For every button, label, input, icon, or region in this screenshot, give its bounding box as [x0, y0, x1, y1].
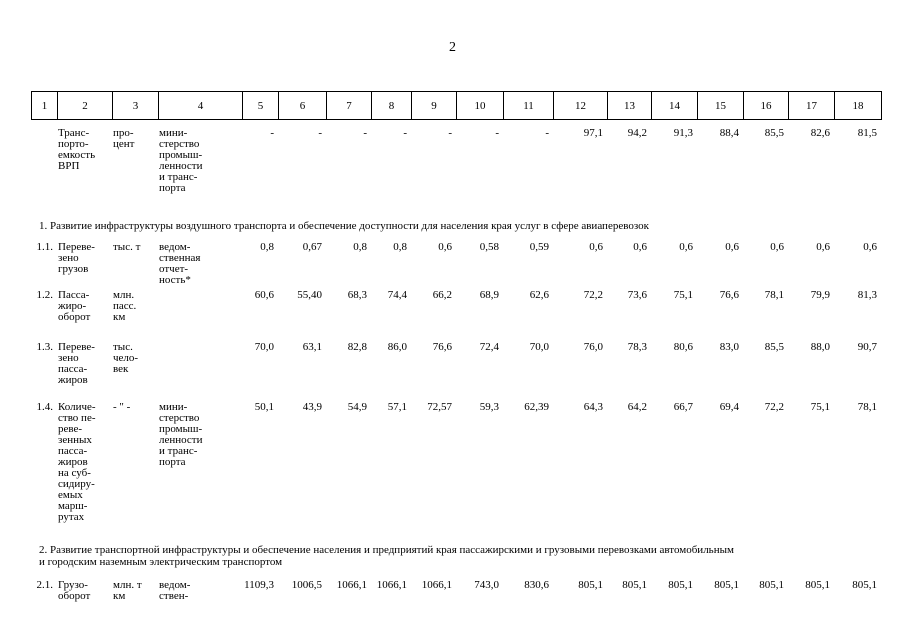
- value-cell: 72,2: [583, 289, 603, 301]
- column-number-18: 18: [835, 92, 882, 120]
- value-cell: 63,1: [302, 341, 322, 353]
- value-cell: 62,6: [529, 289, 549, 301]
- value-cell: 85,5: [764, 341, 784, 353]
- value-cell: 0,58: [479, 241, 499, 253]
- value-cell: 69,4: [719, 401, 739, 413]
- column-number-15: 15: [698, 92, 744, 120]
- value-cell: 743,0: [474, 579, 499, 591]
- value-cell: 0,59: [529, 241, 549, 253]
- row-number: 1.3.: [36, 341, 53, 353]
- unit-of-measure: - " -: [113, 401, 131, 413]
- table-row: [31, 342, 881, 402]
- value-cell: 54,9: [347, 401, 367, 413]
- unit-of-measure: про- цент: [113, 127, 135, 150]
- value-cell: 805,1: [578, 579, 603, 591]
- column-number-16: 16: [744, 92, 789, 120]
- value-cell: 90,7: [857, 341, 877, 353]
- value-cell: 97,1: [583, 127, 603, 139]
- value-cell: 0,6: [770, 241, 784, 253]
- value-cell: 75,1: [673, 289, 693, 301]
- value-cell: 79,9: [810, 289, 830, 301]
- value-cell: 830,6: [524, 579, 549, 591]
- value-cell: 0,8: [353, 241, 367, 253]
- value-cell: 91,3: [673, 127, 693, 139]
- value-cell: 805,1: [668, 579, 693, 591]
- value-cell: 59,3: [479, 401, 499, 413]
- table-row: [31, 242, 881, 290]
- value-cell: 1006,5: [291, 579, 322, 591]
- value-cell: 80,6: [673, 341, 693, 353]
- value-cell: 0,6: [725, 241, 739, 253]
- value-cell: 66,7: [673, 401, 693, 413]
- section-title: 2. Развитие транспортной инфраструктуры и обеспечение населения и предприятий края пассажирскими и грузовыми перевозками автомобильным и городским наземным электрическим транспортом: [39, 544, 734, 568]
- value-cell: -: [495, 127, 499, 139]
- column-number-8: 8: [372, 92, 412, 120]
- value-cell: 0,6: [438, 241, 452, 253]
- value-cell: 805,1: [759, 579, 784, 591]
- value-cell: 70,0: [529, 341, 549, 353]
- indicator-name: Переве- зено грузов: [58, 241, 95, 275]
- indicator-name: Транс- порто- емкость ВРП: [58, 127, 96, 172]
- value-cell: 81,5: [857, 127, 877, 139]
- value-cell: 70,0: [254, 341, 274, 353]
- value-cell: 43,9: [302, 401, 322, 413]
- column-number-6: 6: [279, 92, 327, 120]
- value-cell: 82,6: [810, 127, 830, 139]
- column-number-2: 2: [58, 92, 113, 120]
- column-number-11: 11: [504, 92, 554, 120]
- section-heading-row: [31, 210, 881, 242]
- column-number-header: [31, 91, 882, 120]
- value-cell: 62,39: [524, 401, 549, 413]
- value-cell: 57,1: [387, 401, 407, 413]
- column-number-17: 17: [789, 92, 835, 120]
- value-cell: 72,57: [427, 401, 452, 413]
- column-number-13: 13: [608, 92, 652, 120]
- indicator-name: Переве- зено пасса- жиров: [58, 341, 95, 386]
- value-cell: 75,1: [810, 401, 830, 413]
- value-cell: 805,1: [714, 579, 739, 591]
- value-cell: -: [363, 127, 367, 139]
- unit-of-measure: тыс. чело- век: [113, 341, 139, 375]
- column-number-12: 12: [554, 92, 608, 120]
- value-cell: 76,0: [583, 341, 603, 353]
- value-cell: 0,6: [633, 241, 647, 253]
- value-cell: 805,1: [622, 579, 647, 591]
- table-row: [31, 580, 881, 610]
- value-cell: 82,8: [347, 341, 367, 353]
- unit-of-measure: тыс. т: [113, 241, 141, 253]
- value-cell: -: [318, 127, 322, 139]
- data-source: мини- стерство промыш- ленности и транс- порта: [159, 401, 203, 468]
- value-cell: 1066,1: [376, 579, 407, 591]
- column-number-10: 10: [457, 92, 504, 120]
- value-cell: 78,3: [627, 341, 647, 353]
- value-cell: -: [403, 127, 407, 139]
- row-number: 1.2.: [36, 289, 53, 301]
- value-cell: 0,6: [816, 241, 830, 253]
- unit-of-measure: млн. пасс. км: [113, 289, 137, 323]
- data-source: мини- стерство промыш- ленности и транс- порта: [159, 127, 203, 194]
- value-cell: 88,0: [810, 341, 830, 353]
- value-cell: 73,6: [627, 289, 647, 301]
- value-cell: 66,2: [432, 289, 452, 301]
- section-heading-row: [31, 534, 881, 580]
- value-cell: 85,5: [764, 127, 784, 139]
- table-row: [31, 402, 881, 534]
- value-cell: 72,4: [479, 341, 499, 353]
- value-cell: 60,6: [254, 289, 274, 301]
- value-cell: 805,1: [805, 579, 830, 591]
- value-cell: 68,9: [479, 289, 499, 301]
- value-cell: 0,6: [679, 241, 693, 253]
- data-source: ведом- ствен-: [159, 579, 191, 602]
- data-source: ведом- ственная отчет- ность*: [159, 241, 201, 286]
- row-number: 1.4.: [36, 401, 53, 413]
- column-number-4: 4: [159, 92, 243, 120]
- value-cell: 76,6: [432, 341, 452, 353]
- value-cell: 72,2: [764, 401, 784, 413]
- value-cell: 0,8: [393, 241, 407, 253]
- value-cell: 1066,1: [336, 579, 367, 591]
- value-cell: 1066,1: [421, 579, 452, 591]
- value-cell: -: [545, 127, 549, 139]
- indicator-name: Пасса- жиро- оборот: [58, 289, 91, 323]
- value-cell: 64,3: [583, 401, 603, 413]
- value-cell: 0,8: [260, 241, 274, 253]
- column-number-5: 5: [243, 92, 279, 120]
- value-cell: 74,4: [387, 289, 407, 301]
- unit-of-measure: млн. т км: [113, 579, 142, 602]
- row-number: 1.1.: [36, 241, 53, 253]
- value-cell: 83,0: [719, 341, 739, 353]
- value-cell: 55,40: [297, 289, 322, 301]
- value-cell: 78,1: [764, 289, 784, 301]
- section-title: 1. Развитие инфраструктуры воздушного транспорта и обеспечение доступности для населения края услуг в сфере авиаперевозок: [39, 220, 649, 232]
- value-cell: 88,4: [719, 127, 739, 139]
- value-cell: 805,1: [852, 579, 877, 591]
- value-cell: 0,6: [589, 241, 603, 253]
- page-number: 2: [449, 40, 456, 55]
- value-cell: 64,2: [627, 401, 647, 413]
- indicator-name: Количе- ство пе- реве- зенных пасса- жиров на суб- сидиру- емых марш- рутах: [58, 401, 96, 523]
- value-cell: 0,6: [863, 241, 877, 253]
- column-number-1: 1: [32, 92, 58, 120]
- value-cell: 86,0: [387, 341, 407, 353]
- column-number-9: 9: [412, 92, 457, 120]
- value-cell: 94,2: [627, 127, 647, 139]
- indicator-name: Грузо- оборот: [58, 579, 91, 602]
- row-number: 2.1.: [36, 579, 53, 591]
- value-cell: 76,6: [719, 289, 739, 301]
- column-number-3: 3: [113, 92, 159, 120]
- value-cell: 78,1: [857, 401, 877, 413]
- table-row: [31, 128, 881, 210]
- table-row: [31, 290, 881, 342]
- value-cell: 81,3: [857, 289, 877, 301]
- value-cell: 50,1: [254, 401, 274, 413]
- column-number-7: 7: [327, 92, 372, 120]
- value-cell: 68,3: [347, 289, 367, 301]
- data-table: [31, 128, 881, 610]
- value-cell: -: [270, 127, 274, 139]
- value-cell: 0,67: [302, 241, 322, 253]
- value-cell: 1109,3: [244, 579, 274, 591]
- value-cell: -: [448, 127, 452, 139]
- column-number-14: 14: [652, 92, 698, 120]
